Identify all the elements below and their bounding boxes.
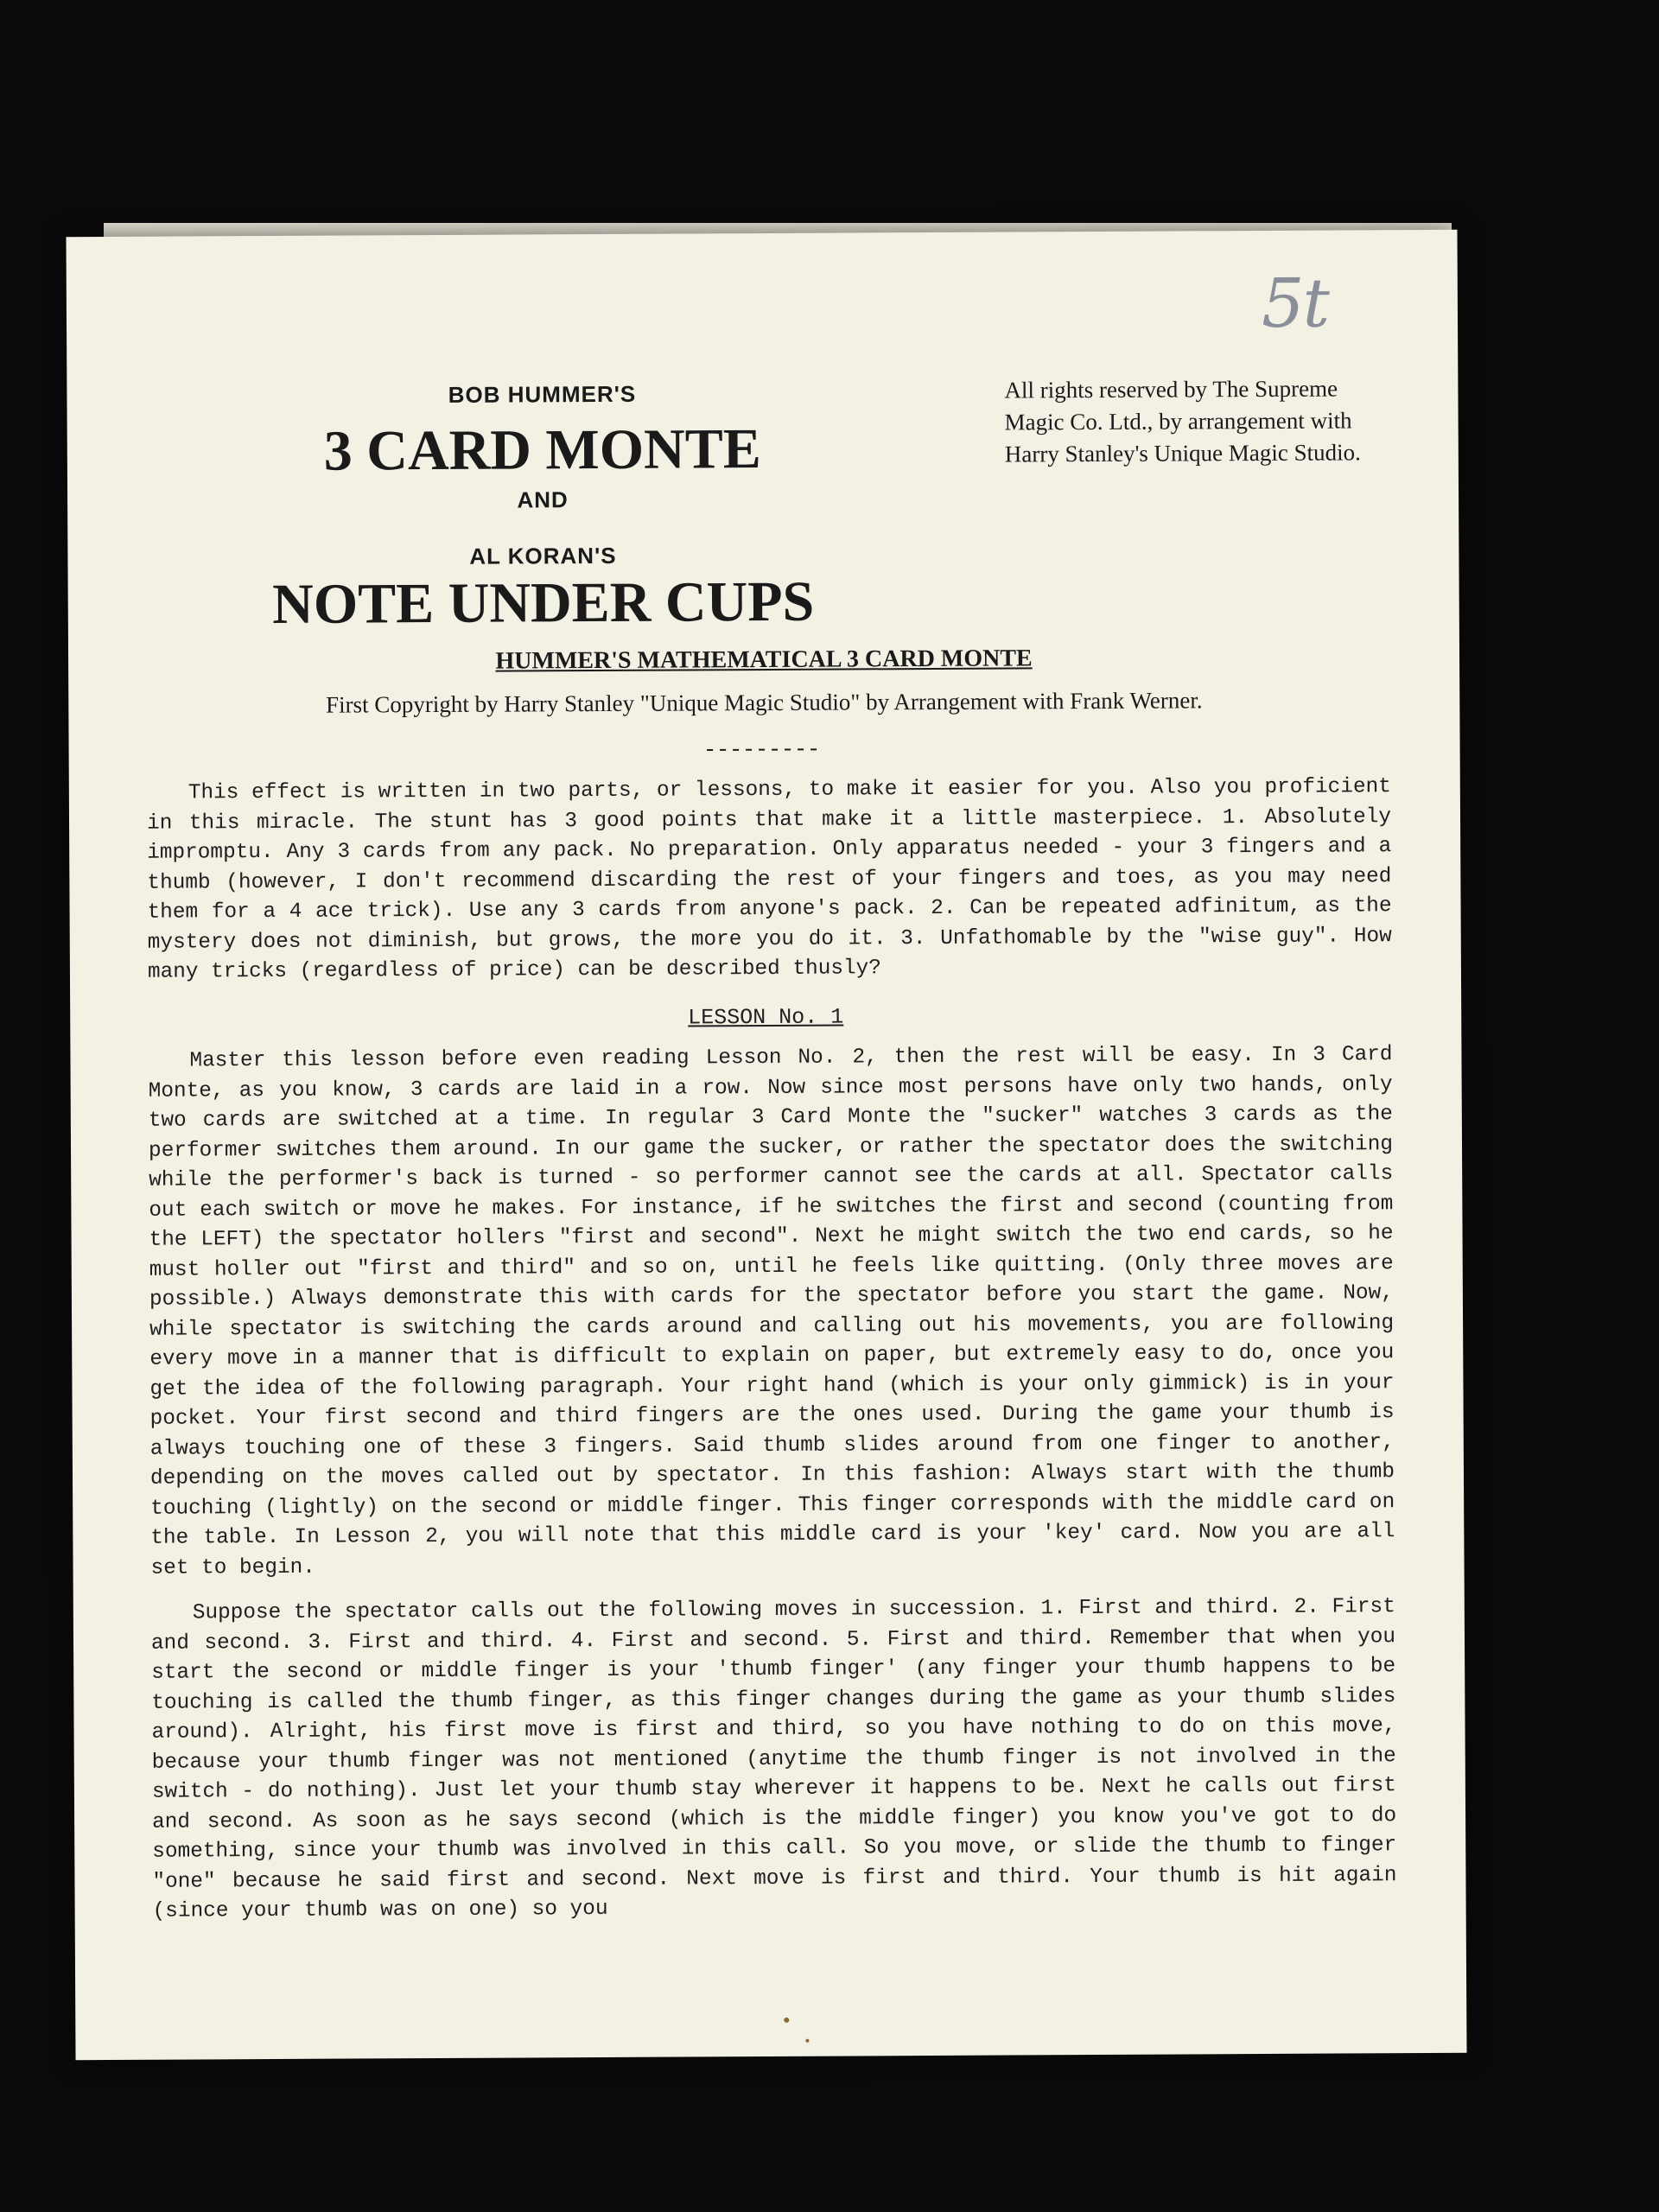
- title-block: [213, 379, 872, 635]
- paper-speck: [784, 2018, 789, 2023]
- intro-paragraph-block: [147, 772, 1392, 988]
- and-line: AND: [517, 486, 569, 513]
- title-3-card-monte: 3 CARD MONTE: [323, 417, 761, 483]
- section-subheading: HUMMER'S MATHEMATICAL 3 CARD MONTE: [495, 645, 1033, 675]
- lesson-paragraph: Master this lesson before even reading Lesson No. 2, then the rest will be easy. In 3 Card Monte, as you know, 3 cards are laid in a row. Now since most persons have only two hands, only two cards are switched at a time. In regular 3 Card Monte the "sucker" watches 3 cards as the performer switches them around. In our game the sucker, or rather the spectator does the switching while the performer's back is turned - so performer cannot see the cards at all. Spectator calls out each switch or move he makes. For instance, if he switches the first and second (counting from the LEFT) the spectator hollers "first and second". Next he might switch the two end cards, so he must holler out "first and third" and so on, until he feels like quitting. (Only three moves are possible.) Always demonstrate this with cards for the spectator before you start the game. Now, while spectator is switching the cards around and calling out his movements, you are following every move in a manner that is difficult to explain on paper, but extremely easy to do, once you get the idea of the following paragraph. Your right hand (which is your only gimmick) is in your pocket. Your first second and third fingers are the ones used. During the game your thumb is always touching one of these 3 fingers. Said thumb slides around from one finger to another, depending on the moves called out by spectator. In this fashion: Always start with the thumb touching (lightly) on the second or middle finger. This finger corresponds with the middle card on the table. In Lesson 2, you will note that this middle card is your 'key' card. Now you are all set to begin.: [148, 1043, 1395, 1580]
- author-line-hummer: BOB HUMMER'S: [448, 380, 637, 408]
- lesson-body: [148, 1040, 1396, 1927]
- intro-paragraph: This effect is written in two parts, or lessons, to make it easier for you. Also you proficient in this miracle. The stunt has 3 good points that make it a little masterpiece. 1. Absolutely impromptu. Any 3 cards from any pack. No preparation. Only apparatus needed - your 3 fingers and a thumb (however, I don't recommend discarding the rest of your fingers and toes, as you may need them for a 4 ace trick). Use any 3 cards from anyone's pack. 2. Can be repeated adfinitum, as the mystery does not diminish, but grows, the more you do it. 3. Unfathomable by the "wise guy". How many tricks (regardless of price) can be described thusly?: [146, 775, 1392, 984]
- divider: ---------: [706, 734, 823, 761]
- rights-notice: All rights reserved by The Supreme Magic Co. Ltd., by arrangement with Harry Stanley's Unique Magic Studio.: [1004, 375, 1361, 467]
- lesson-heading: LESSON No. 1: [688, 1004, 844, 1031]
- copyright-line: First Copyright by Harry Stanley "Unique Magic Studio" by Arrangement with Frank Werner.: [325, 687, 1203, 718]
- title-note-under-cups: NOTE UNDER CUPS: [271, 569, 815, 637]
- lesson-paragraph: Suppose the spectator calls out the following moves in succession. 1. First and third. 2. First and second. 3. First and third. 4. First and second. 5. First and third. Remember that when you start the second or middle finger is your 'thumb finger' (any finger your thumb happens to be touching is called the thumb finger, as this finger changes during the game as your thumb slides around). Alright, his first move is first and third, so you have nothing to do on this move, because your thumb finger was not mentioned (anytime the thumb finger is not involved in the switch - do nothing). Just let your thumb stay wherever it happens to be. Next he calls out first and second. As soon as he says second (which is the middle finger) you know you've got to do something, since your thumb was involved in this call. So you move, or slide the thumb to finger "one" because he said first and second. Next move is first and third. Your thumb is hit again (since your thumb was on one) so you: [150, 1595, 1397, 1923]
- paper-speck: [805, 2039, 809, 2043]
- handwritten-note: 5t: [1261, 264, 1329, 343]
- author-line-koran: AL KORAN'S: [469, 543, 617, 570]
- document-page: [66, 230, 1466, 2060]
